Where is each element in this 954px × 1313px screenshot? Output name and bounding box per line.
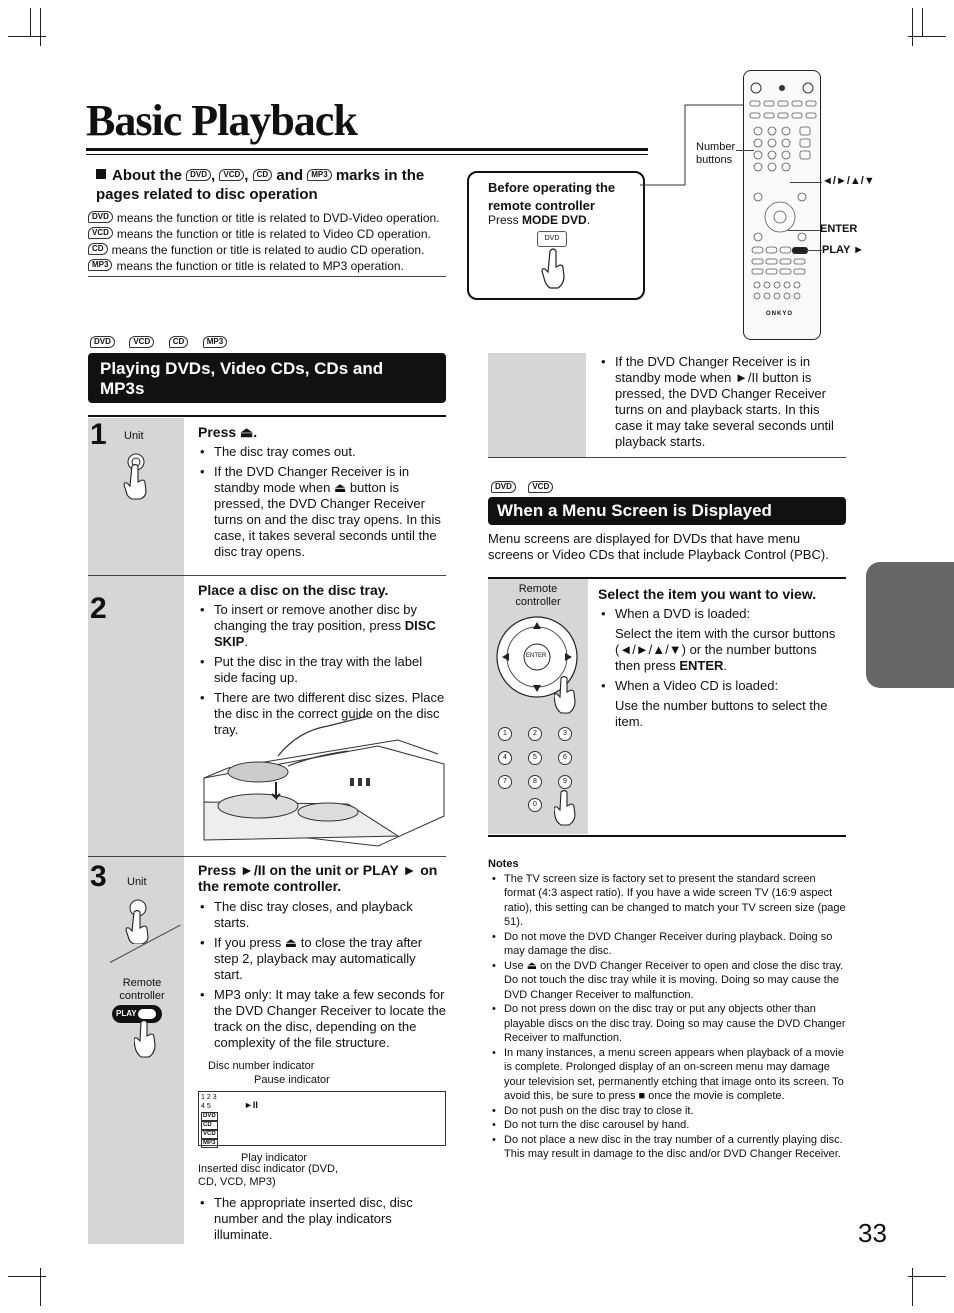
remote-controller-illustration [743,70,821,340]
notes-title: Notes [488,858,519,870]
step-number: 1 [90,418,107,451]
callout-line [788,230,820,231]
list-item: • If you press ⏏ to close the tray after step 2, playback may automatically start. [198,935,448,983]
play-callout: PLAY ► [822,244,865,256]
list-item: DVD means the function or title is related to DVD-Video operation. [88,210,440,226]
crop-mark [922,8,923,36]
crop-mark [40,8,41,46]
section2-intro: Menu screens are displayed for DVDs that have menu screens or Video CDs that include Playback Control (PBC). [488,531,829,562]
list-item: • Do not place a new disc in the tray number of a currently playing disc. This may result in damage to the disc and/or DVD Changer Receiver. [488,1133,848,1162]
disc-number-digits: 1 2 3 4 5 [201,1094,217,1110]
list-item: • The disc tray comes out. [198,444,446,460]
mode-dvd-button: DVD [537,231,567,247]
step3-title: Press ►/II on the unit or PLAY ► on the remote controller. [198,862,438,894]
notes-section [488,857,848,1162]
play-arrow-icon [138,1009,156,1019]
step1-bullets [198,444,446,564]
list-item: • Do not press down on the disc tray or put any objects other than playable discs on the disc tray. Doing so may cause the DVD Changer Receiver to malfunction. [488,1002,848,1046]
list-item: • The appropriate inserted disc, disc number and the play indicators illuminate. [198,1195,448,1243]
divider [88,415,446,417]
number-button: 3 [558,727,572,741]
list-item: • There are two different disc sizes. Place the disc in the correct guide on the disc tray. [198,690,448,738]
marks-description-list [88,210,440,274]
number-button: 4 [498,751,512,765]
list-item: MP3 means the function or title is related to MP3 operation. [88,258,440,274]
crop-mark [30,8,31,36]
number-button: 5 [528,751,542,765]
pressing-hand-icon [554,676,582,720]
step3-final-bullet [198,1195,448,1247]
unit-label: Unit [124,430,144,442]
list-item: • To insert or remove another disc by changing the tray position, press DISC SKIP. [198,602,448,650]
crop-mark [908,1276,946,1277]
crop-mark [40,1268,41,1306]
pause-indicator-label: Pause indicator [254,1074,330,1086]
step-number: 3 [90,860,107,893]
mp3-badge: MP3 [307,169,331,181]
section2-step-title: Select the item you want to view. [598,586,817,602]
callout-line [736,150,754,151]
list-item: VCD means the function or title is related to Video CD operation. [88,226,440,242]
step2-title: Place a disc on the disc tray. [198,582,389,598]
list-item: • MP3 only: It may take a few seconds for the DVD Changer Receiver to locate the track on the disc, depending on the complexity of the file structure. [198,987,448,1051]
list-item: CD means the function or title is related to audio CD operation. [88,242,440,258]
dvd-badge: DVD [186,169,211,181]
play-button: PLAY [112,1005,162,1023]
remote-brand-logo: ONKYO [766,311,794,317]
divider [488,457,846,458]
divider [88,856,446,857]
cd-badge: CD [253,169,273,181]
before-operating-box [467,171,645,300]
crop-mark [8,36,46,37]
play-pause-button-hand-icon [124,892,158,944]
inserted-disc-list: DVD CD VCD MP3 [203,1113,216,1146]
step3-bullets [198,899,448,1055]
steps-gray-column [88,418,184,1244]
list-item: • When a Video CD is loaded: Use the number buttons to select the item. [599,678,845,730]
section2-badges: DVD VCD [491,479,553,497]
list-item: • Put the disc in the tray with the label side facing up. [198,654,448,686]
number-button: 0 [528,798,542,812]
enter-callout: ENTER [820,223,858,235]
title-rule-thin [86,154,648,155]
callout-line [806,250,822,251]
before-operating-title: Before operating the remote controller [488,180,616,213]
remote-controller-label: Remote controller [515,583,561,608]
page-title: Basic Playback [86,96,357,145]
number-button: 2 [528,727,542,741]
list-item: • When a DVD is loaded: Select the item with the cursor buttons (◄/►/▲/▼) or the number buttons then press ENTER. [599,606,845,674]
number-button: 7 [498,775,512,789]
inserted-disc-indicator-label: Inserted disc indicator (DVD, CD, VCD, MP3) [198,1163,338,1188]
pressing-hand-icon [554,790,580,830]
number-button: 9 [558,775,572,789]
note-gray-block [488,353,586,457]
crop-mark [912,1268,913,1306]
list-item: • If the DVD Changer Receiver is in standby mode when ►/II button is pressed, the DVD Changer Receiver turns on and playback starts. In this case it may take several seconds until playback starts. [599,354,845,450]
title-rule [86,148,648,151]
section2-header: When a Menu Screen is Displayed [488,497,846,525]
list-item: • The disc tray closes, and playback starts. [198,899,448,931]
pressing-hand-icon [541,247,571,289]
section1-badges: DVD VCD CD MP3 [90,334,227,352]
number-button: 6 [558,751,572,765]
list-item: • Use ⏏ on the DVD Changer Receiver to open and close the disc tray. Do not touch the disc tray while it is moving. Doing so may cause the DVD Changer Receiver to malfunction. [488,959,848,1003]
step-number: 2 [90,592,107,625]
chapter-side-tab [866,562,954,688]
list-item: • Do not turn the disc carousel by hand. [488,1118,848,1133]
step1-title: Press ⏏. [198,424,258,440]
arrows-callout: ◄/►/▲/▼ [822,175,875,187]
unit-label: Unit [127,876,147,888]
number-buttons-callout: Number buttons [696,141,736,166]
crop-mark [8,1276,46,1277]
section2-bullets [599,606,845,734]
pressing-hand-icon [134,1020,160,1062]
before-operating-text: Press MODE DVD. [488,213,591,227]
remote-controller-label: Remote controller [119,977,165,1002]
crop-mark [912,8,913,46]
number-button: 8 [528,775,542,789]
enter-button-label: ENTER [526,653,547,659]
number-button: 1 [498,727,512,741]
list-item: • The TV screen size is factory set to present the standard screen format (4:3 aspect ratio). If you have a wide screen TV (16:9 aspect ratio), this setting can be changed to match your TV screen size (page 51). [488,872,848,930]
page-number: 33 [858,1218,887,1248]
divider [488,835,846,837]
standby-note [599,354,845,454]
callout-line [790,182,822,183]
list-item: • If the DVD Changer Receiver is in standby mode when ⏏ button is pressed, the DVD Changer Receiver turns on and the disc tray opens. In this case, it takes several seconds until the disc tray opens. [198,464,446,560]
remote-buttons-drawing [744,71,820,339]
divider [88,575,446,576]
disc-number-indicator-label: Disc number indicator [208,1060,315,1072]
play-indicator-label: Play indicator [241,1152,308,1164]
vcd-badge: VCD [219,169,244,181]
section1-header: Playing DVDs, Video CDs, CDs and MP3s [88,353,446,403]
disc-tray-illustration [198,716,446,850]
list-item: • In many instances, a menu screen appears when playback of a movie is complete. Prolonged display of an on-screen menu may damage your television set, permanently etching that image onto its screen. To avoid this, be sure to press ■ once the movie is complete. [488,1046,848,1104]
eject-button-hand-icon [122,448,156,500]
divider [88,276,446,277]
list-item: • Do not move the DVD Changer Receiver during playback. Doing so may damage the disc. [488,930,848,959]
crop-mark [908,36,946,37]
marks-heading: About the DVD , VCD , CD and MP3 marks in the pages related to disc operation [96,167,425,203]
play-pause-indicator-icon: ►II [244,1100,258,1110]
list-item: • Do not push on the disc tray to close it. [488,1104,848,1119]
